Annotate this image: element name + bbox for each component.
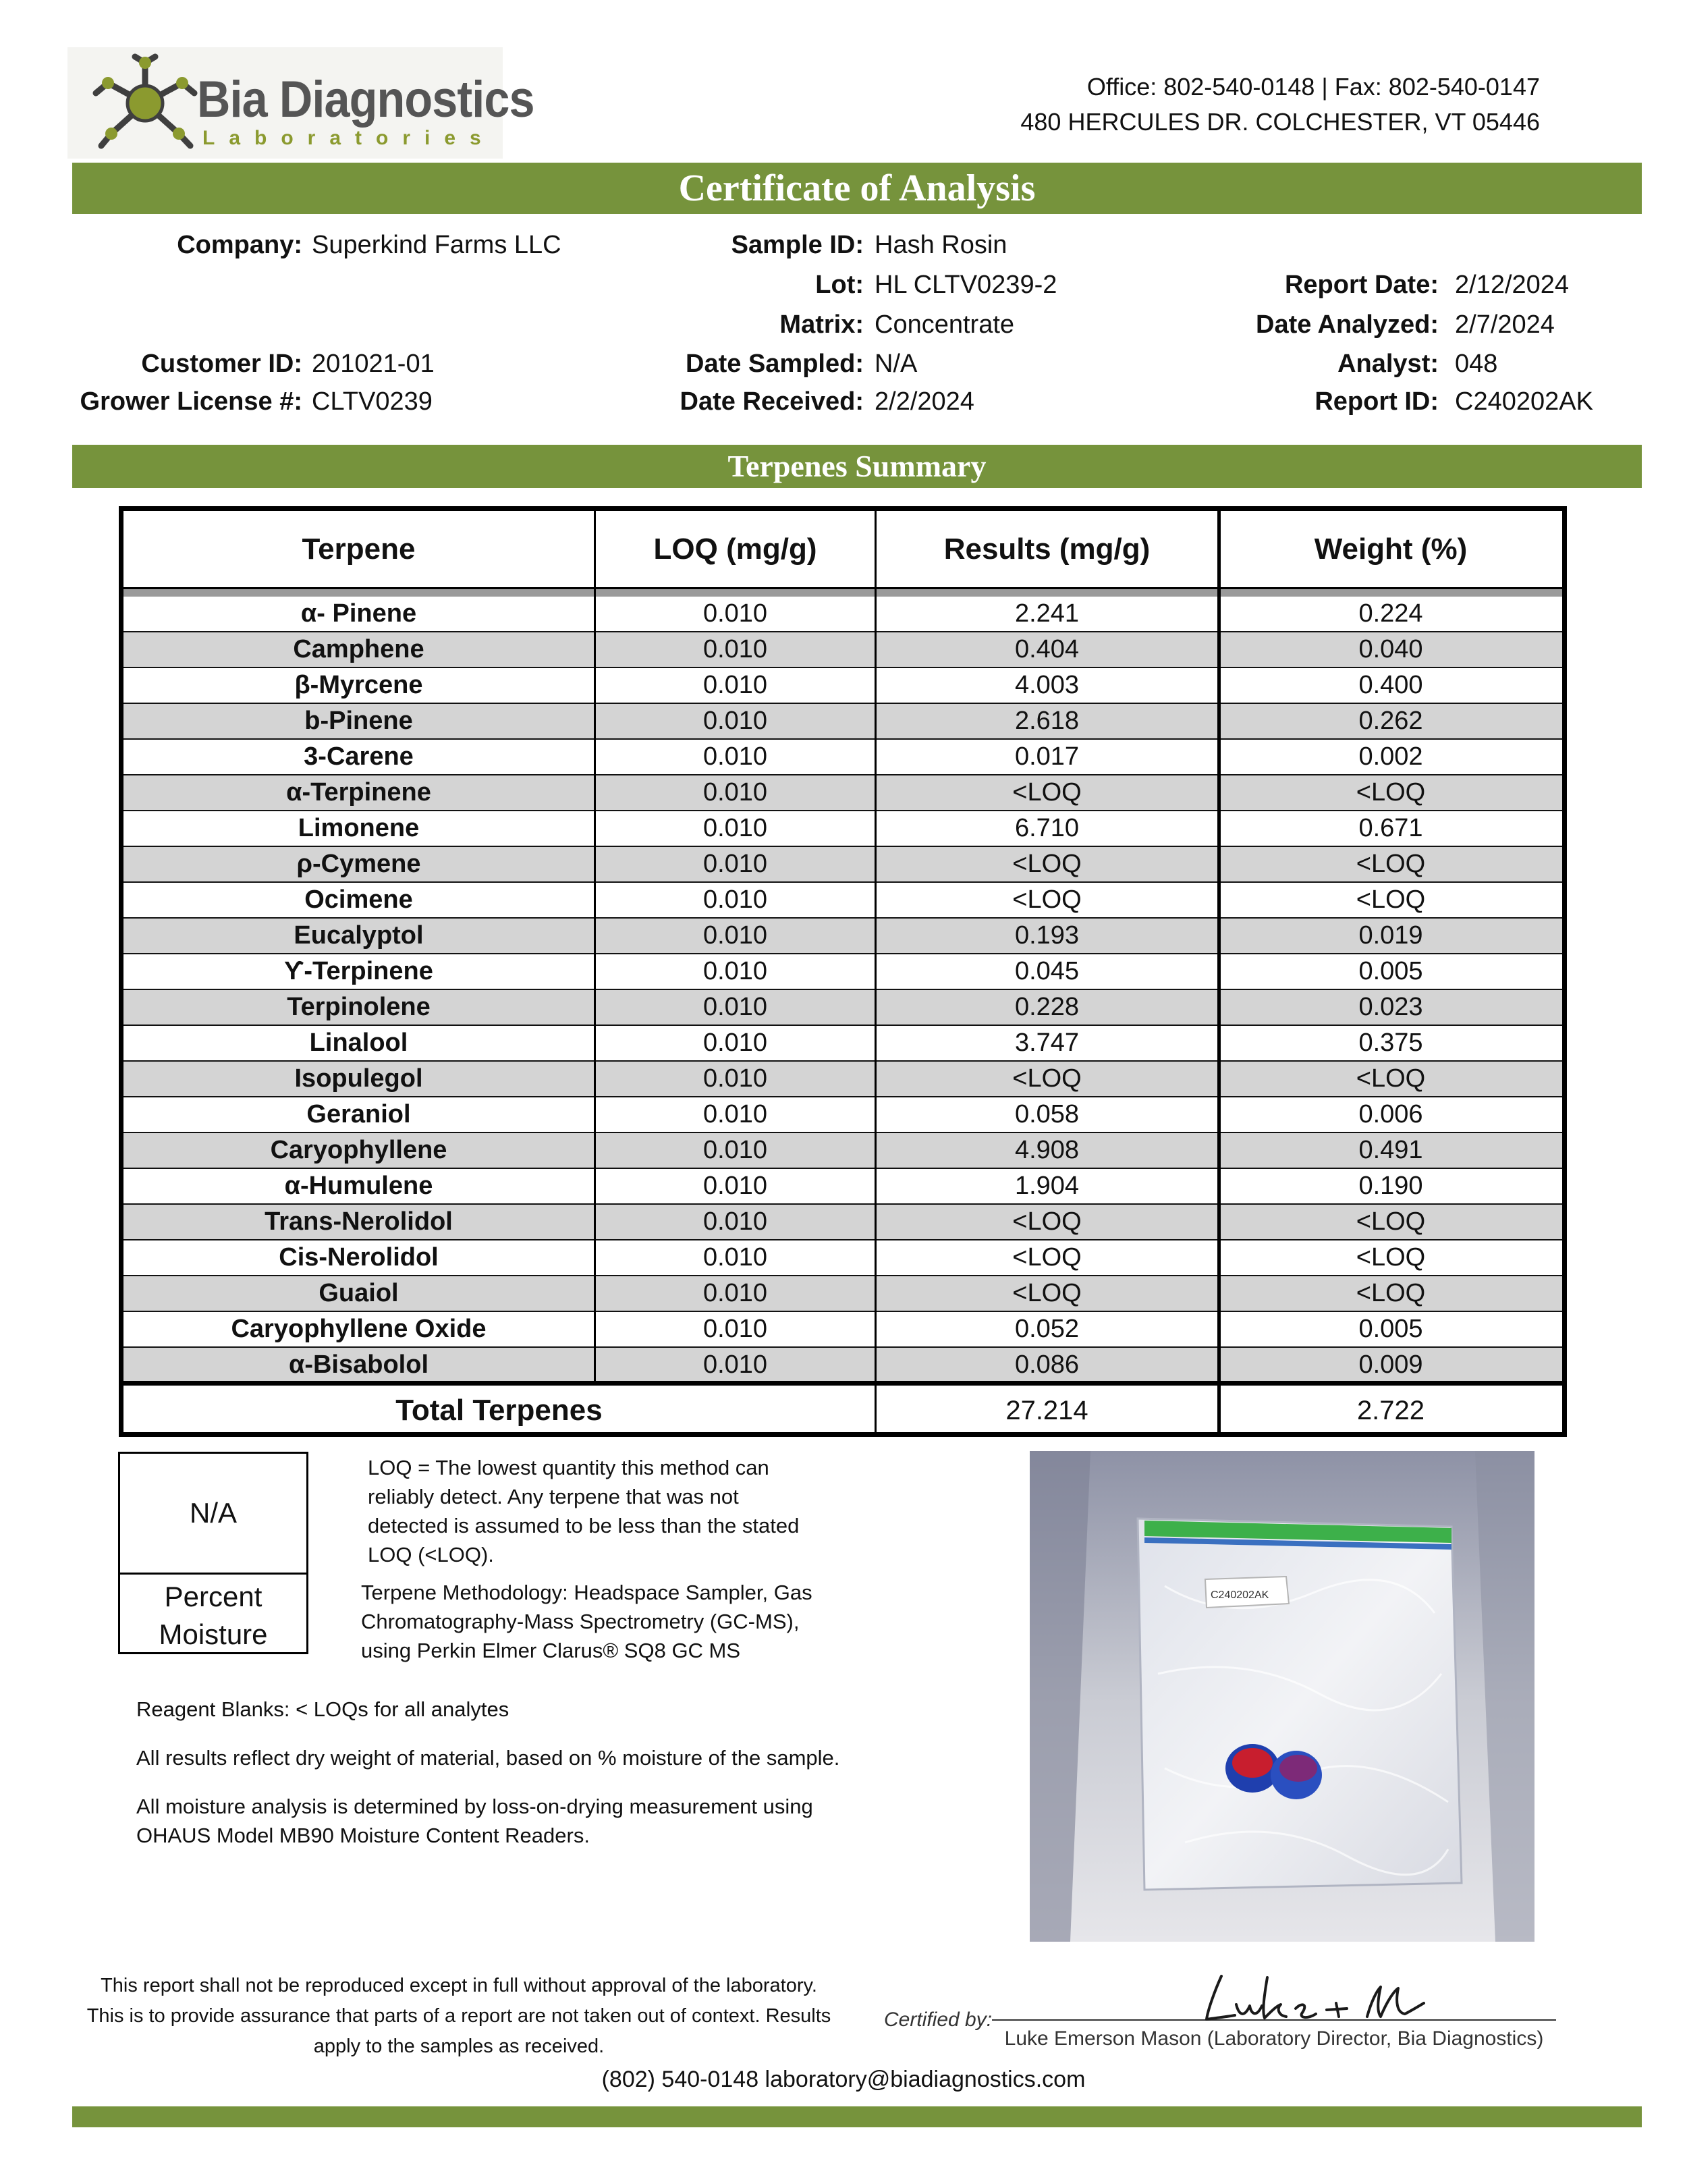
weight-value: 0.019 (1358, 921, 1423, 950)
terpene-name: α-Terpinene (286, 778, 431, 807)
table-row (123, 1240, 1562, 1276)
note-line: reliably detect. Any terpene that was not (368, 1485, 739, 1508)
result-value: 4.908 (1014, 1136, 1080, 1164)
lot-value: HL CLTV0239-2 (875, 271, 1057, 299)
note-line: Terpene Methodology: Headspace Sampler, Gas (361, 1581, 812, 1604)
sample-id-value: Hash Rosin (875, 231, 1007, 259)
total-result: 27.214 (1005, 1396, 1088, 1425)
header-terpene: Terpene (302, 532, 416, 566)
disclaimer-line: This is to provide assurance that parts of a report are not taken out of context. Results (86, 2005, 831, 2027)
weight-value: <LOQ (1356, 1207, 1426, 1236)
total-label: Total Terpenes (395, 1394, 603, 1427)
methodology-note (361, 1578, 812, 1665)
loq-value: 0.010 (702, 814, 768, 842)
logo-name: Bia Diagnostics (197, 71, 534, 128)
date-sampled-label: Date Sampled: (686, 350, 864, 378)
loq-value: 0.010 (702, 850, 768, 878)
note-line: All moisture analysis is determined by loss-on-drying measurement using (136, 1795, 813, 1818)
header-shadow (123, 589, 1562, 597)
weight-value: 0.009 (1358, 1350, 1423, 1379)
result-value: <LOQ (1012, 778, 1082, 807)
table-row (123, 1312, 1562, 1348)
disclaimer-line: apply to the samples as received. (313, 2036, 605, 2057)
note-line: OHAUS Model MB90 Moisture Content Readers. (136, 1824, 590, 1847)
note-line: LOQ = The lowest quantity this method can (368, 1456, 769, 1479)
table-row (123, 1026, 1562, 1062)
result-value: <LOQ (1012, 1279, 1082, 1307)
customer-id-value: 201021-01 (312, 350, 435, 378)
terpene-name: α-Bisabolol (288, 1350, 429, 1379)
signature-icon (1194, 1964, 1437, 2028)
result-value: 0.228 (1014, 993, 1080, 1021)
weight-value: 0.224 (1358, 599, 1423, 628)
loq-value: 0.010 (702, 599, 768, 628)
matrix-value: Concentrate (875, 310, 1015, 339)
table-row (123, 632, 1562, 668)
terpene-name: Caryophyllene (270, 1136, 447, 1164)
weight-value: 0.400 (1358, 671, 1423, 699)
footer-bar (72, 2106, 1642, 2127)
matrix-label: Matrix: (779, 310, 864, 339)
loq-value: 0.010 (702, 921, 768, 950)
table-row (123, 1097, 1562, 1133)
date-analyzed-label: Date Analyzed: (1256, 310, 1439, 339)
terpene-name: Eucalyptol (294, 921, 424, 950)
table-row (123, 740, 1562, 775)
terpene-name: β-Myrcene (294, 671, 423, 699)
result-value: 1.904 (1014, 1172, 1080, 1200)
loq-value: 0.010 (702, 957, 768, 985)
table-row (123, 668, 1562, 704)
loq-value: 0.010 (702, 1350, 768, 1379)
disclaimer-line: This report shall not be reproduced except in full without approval of the laboratory. (101, 1975, 817, 1996)
loq-value: 0.010 (702, 671, 768, 699)
weight-value: 0.491 (1358, 1136, 1423, 1164)
table-row (123, 775, 1562, 811)
table-row (123, 597, 1562, 632)
moisture-label-line: Percent (164, 1581, 262, 1612)
report-id-value: C240202AK (1455, 387, 1593, 416)
analyst-label: Analyst: (1337, 350, 1439, 378)
terpene-name: Caryophyllene Oxide (231, 1315, 487, 1343)
weight-value: 0.002 (1358, 742, 1423, 771)
result-value: <LOQ (1012, 850, 1082, 878)
moisture-box (118, 1452, 308, 1654)
total-weight: 2.722 (1356, 1396, 1425, 1425)
result-value: 0.086 (1014, 1350, 1080, 1379)
table-row (123, 883, 1562, 919)
note-line: Chromatography-Mass Spectrometry (GC-MS), (361, 1610, 800, 1633)
loq-value: 0.010 (702, 778, 768, 807)
loq-value: 0.010 (702, 885, 768, 914)
moisture-analysis-note (136, 1792, 813, 1850)
sample-photo (1030, 1451, 1534, 1942)
logo-subtitle: Laboratories (202, 127, 495, 149)
total-divider (123, 1381, 1562, 1386)
grower-license-value: CLTV0239 (312, 387, 433, 416)
result-value: <LOQ (1012, 1064, 1082, 1093)
loq-value: 0.010 (702, 1207, 768, 1236)
terpene-name: α- Pinene (300, 599, 417, 628)
weight-value: <LOQ (1356, 885, 1426, 914)
terpene-name: Linalool (309, 1029, 408, 1057)
terpene-name: Guaiol (319, 1279, 399, 1307)
result-value: 0.404 (1014, 635, 1080, 663)
note-line: LOQ (<LOQ). (368, 1543, 494, 1566)
table-row (123, 1062, 1562, 1097)
moisture-value: N/A (120, 1454, 306, 1575)
analyst-value: 048 (1455, 350, 1498, 378)
company-value: Superkind Farms LLC (312, 231, 561, 259)
office-phone-fax: Office: 802-540-0148 | Fax: 802-540-0147 (1086, 73, 1540, 101)
weight-value: 0.023 (1358, 993, 1423, 1021)
report-date-label: Report Date: (1284, 271, 1439, 299)
header-loq: LOQ (mg/g) (653, 532, 817, 566)
table-row (123, 1348, 1562, 1384)
terpene-name: b-Pinene (304, 707, 413, 735)
bag-label-text: C240202AK (1211, 1589, 1269, 1601)
company-label: Company: (177, 231, 302, 259)
weight-value: <LOQ (1356, 778, 1426, 807)
date-received-value: 2/2/2024 (875, 387, 974, 416)
table-row (123, 990, 1562, 1026)
loq-value: 0.010 (702, 1243, 768, 1272)
header-results: Results (mg/g) (943, 532, 1151, 566)
loq-value: 0.010 (702, 1315, 768, 1343)
weight-value: 0.040 (1358, 635, 1423, 663)
lot-label: Lot: (815, 271, 864, 299)
weight-value: 0.262 (1358, 707, 1423, 735)
terpene-name: Cis-Nerolidol (279, 1243, 439, 1272)
weight-value: <LOQ (1356, 850, 1426, 878)
result-value: 0.052 (1014, 1315, 1080, 1343)
reagent-note: Reagent Blanks: < LOQs for all analytes (136, 1697, 509, 1721)
dry-weight-note: All results reflect dry weight of material, based on % moisture of the sample. (136, 1746, 840, 1770)
report-id-label: Report ID: (1315, 387, 1439, 416)
page-title: Certificate of Analysis (72, 163, 1642, 214)
terpene-name: ρ-Cymene (296, 850, 421, 878)
moisture-label-line: Moisture (159, 1618, 268, 1650)
moisture-label (120, 1575, 306, 1652)
weight-value: 0.190 (1358, 1172, 1423, 1200)
loq-note (368, 1453, 799, 1569)
weight-value: <LOQ (1356, 1243, 1426, 1272)
loq-value: 0.010 (702, 707, 768, 735)
loq-value: 0.010 (702, 1064, 768, 1093)
weight-value: 0.005 (1358, 1315, 1423, 1343)
weight-value: <LOQ (1356, 1064, 1426, 1093)
terpene-name: 3-Carene (304, 742, 414, 771)
company-logo (67, 47, 534, 159)
terpene-name: Isopulegol (294, 1064, 423, 1093)
date-sampled-value: N/A (875, 350, 918, 378)
terpene-name: Terpinolene (287, 993, 431, 1021)
column-divider (1217, 511, 1221, 1437)
weight-value: <LOQ (1356, 1279, 1426, 1307)
loq-value: 0.010 (702, 635, 768, 663)
result-value: 4.003 (1014, 671, 1080, 699)
result-value: 6.710 (1014, 814, 1080, 842)
table-row (123, 1133, 1562, 1169)
date-analyzed-value: 2/7/2024 (1455, 310, 1555, 339)
loq-value: 0.010 (702, 742, 768, 771)
disclaimer (67, 1971, 850, 2062)
certified-by-label: Certified by: (884, 2009, 993, 2031)
terpene-name: Limonene (298, 814, 420, 842)
terpene-name: ϒ-Terpinene (284, 957, 433, 985)
terpene-name: α-Humulene (284, 1172, 433, 1200)
column-divider (875, 511, 877, 1437)
terpene-name: Geraniol (306, 1100, 411, 1128)
table-row (123, 1169, 1562, 1205)
result-value: 2.618 (1014, 707, 1080, 735)
result-value: 3.747 (1014, 1029, 1080, 1057)
weight-value: 0.006 (1358, 1100, 1423, 1128)
table-row (123, 811, 1562, 847)
loq-value: 0.010 (702, 1172, 768, 1200)
date-received-label: Date Received: (680, 387, 864, 416)
table-row (123, 847, 1562, 883)
table-row (123, 1276, 1562, 1312)
column-divider (594, 511, 596, 1381)
molecule-icon (88, 53, 202, 154)
result-value: 0.017 (1014, 742, 1080, 771)
result-value: <LOQ (1012, 1207, 1082, 1236)
terpene-name: Trans-Nerolidol (265, 1207, 453, 1236)
table-row (123, 954, 1562, 990)
sample-id-label: Sample ID: (731, 231, 864, 259)
weight-value: 0.375 (1358, 1029, 1423, 1057)
terpenes-table (119, 506, 1567, 1437)
weight-value: 0.671 (1358, 814, 1423, 842)
result-value: 0.058 (1014, 1100, 1080, 1128)
loq-value: 0.010 (702, 993, 768, 1021)
signer-name: Luke Emerson Mason (Laboratory Director, Bia Diagnostics) (1004, 2027, 1544, 2050)
note-line: using Perkin Elmer Clarus® SQ8 GC MS (361, 1639, 741, 1662)
table-row (123, 1205, 1562, 1240)
office-address: 480 HERCULES DR. COLCHESTER, VT 05446 (1020, 108, 1540, 136)
loq-value: 0.010 (702, 1279, 768, 1307)
section-title: Terpenes Summary (72, 445, 1642, 488)
report-date-value: 2/12/2024 (1455, 271, 1570, 299)
sample-photo-illustration (1030, 1451, 1534, 1942)
terpene-name: Camphene (293, 635, 424, 663)
loq-value: 0.010 (702, 1029, 768, 1057)
terpene-name: Ocimene (304, 885, 413, 914)
table-row (123, 704, 1562, 740)
result-value: 0.193 (1014, 921, 1080, 950)
result-value: <LOQ (1012, 885, 1082, 914)
customer-id-label: Customer ID: (141, 350, 302, 378)
result-value: 0.045 (1014, 957, 1080, 985)
table-row (123, 919, 1562, 954)
contact-line: (802) 540-0148 laboratory@biadiagnostics.com (601, 2067, 1086, 2092)
header-weight: Weight (%) (1314, 532, 1468, 566)
note-line: detected is assumed to be less than the stated (368, 1514, 800, 1537)
grower-license-label: Grower License #: (80, 387, 302, 416)
weight-value: 0.005 (1358, 957, 1423, 985)
loq-value: 0.010 (702, 1136, 768, 1164)
loq-value: 0.010 (702, 1100, 768, 1128)
result-value: 2.241 (1014, 599, 1080, 628)
result-value: <LOQ (1012, 1243, 1082, 1272)
